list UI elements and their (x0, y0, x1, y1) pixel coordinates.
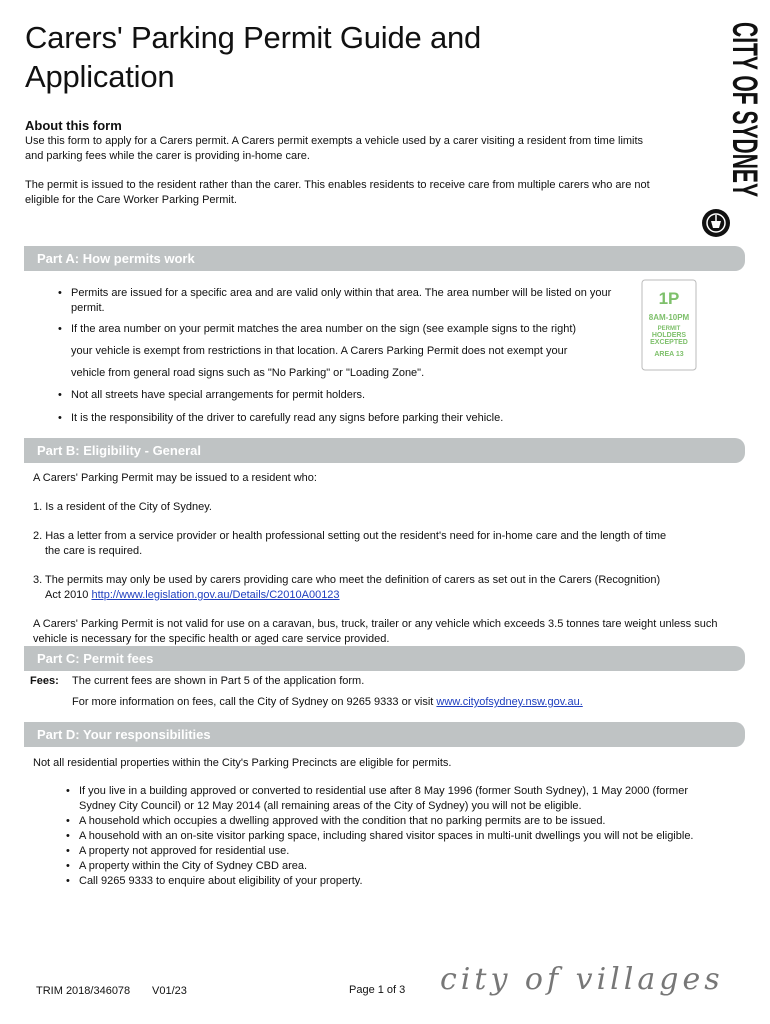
list-item: • A household which occupies a dwelling approved with the condition that no parking permits are to be issued. (66, 814, 726, 829)
part-d-list (66, 784, 726, 889)
about-paragraph-1: Use this form to apply for a Carers permit. A Carers permit exempts a vehicle used by a carer visiting a resident from time limits and parking fees while the carer is providing in-home care. (25, 135, 644, 162)
page-title: Carers' Parking Permit Guide and Application (25, 20, 482, 94)
part-b-heading: Part B: Eligibility - General (24, 438, 745, 463)
sign-line-2: HOLDERS (651, 332, 687, 339)
list-item: • Not all streets have special arrangements for permit holders. (58, 388, 643, 403)
list-item: • It is the responsibility of the driver to carefully read any signs before parking their vehicle. (58, 411, 643, 426)
part-d-intro: Not all residential properties within the City's Parking Precincts are eligible for permits. (33, 757, 452, 769)
eligibility-item-1: 1. Is a resident of the City of Sydney. (33, 501, 212, 513)
sign-line-3: EXCEPTED (650, 339, 688, 346)
trim-number: TRIM 2018/346078 (36, 985, 131, 997)
eligibility-item-3-cont: Act 2010 http://www.legislation.gov.au/Details/C2010A00123 (45, 589, 340, 601)
city-website-link[interactable]: www.cityofsydney.nsw.gov.au. (436, 696, 583, 708)
part-c-heading: Part C: Permit fees (24, 646, 745, 671)
list-item: • A property within the City of Sydney CBD area. (66, 859, 726, 874)
part-a-heading: Part A: How permits work (24, 246, 745, 271)
fees-label: Fees: (30, 675, 59, 687)
fees-line-1: The current fees are shown in Part 5 of the application form. (72, 675, 365, 687)
eligibility-item-2-cont: the care is required. (45, 545, 143, 557)
sign-line-1: PERMIT (657, 326, 681, 332)
city-of-sydney-logo (690, 18, 764, 314)
part-a-continuation-1: your vehicle is exempt from restrictions in that location. A Carers Parking Permit does not exempt your (71, 345, 568, 357)
sydney-crest-icon (702, 209, 730, 237)
example-parking-sign (641, 279, 697, 371)
part-d-heading: Part D: Your responsibilities (24, 722, 745, 747)
eligibility-item-2: 2. Has a letter from a service provider or health professional setting out the resident's need for in-home care and the length of time (33, 530, 667, 542)
part-a-list-2 (58, 388, 643, 426)
list-item: • Call 9265 9333 to enquire about eligibility of your property. (66, 874, 726, 889)
sign-hours: 8AM-10PM (648, 313, 690, 322)
list-item: • A property not approved for residential use. (66, 844, 726, 859)
part-a-list (58, 286, 643, 344)
part-a-continuation-2: vehicle from general road signs such as "No Parking" or "Loading Zone". (71, 367, 425, 379)
fees-line-2: For more information on fees, call the City of Sydney on 9265 9333 or visit www.cityofsydney.nsw.gov.au. (72, 696, 583, 708)
list-item: • If the area number on your permit matches the area number on the sign (see example signs to the right) (58, 322, 643, 337)
about-paragraph-2: The permit is issued to the resident rather than the carer. This enables residents to receive care from multiple carers who are not eligible for the Care Worker Parking Permit. (25, 179, 650, 206)
list-item: • Permits are issued for a specific area and are valid only within that area. The area number will be listed on your permit. (58, 286, 643, 316)
part-b-intro: A Carers' Parking Permit may be issued to a resident who: (33, 472, 317, 484)
list-item: • A household with an on-site visitor parking space, including shared visitor spaces in multi-unit dwellings you will not be eligible. (66, 829, 726, 844)
eligibility-item-3: 3. The permits may only be used by carers providing care who meet the definition of carers as set out in the Carers (Recognition) (33, 574, 661, 586)
page-number: Page 1 of 3 (349, 984, 406, 996)
list-item: • If you live in a building approved or converted to residential use after 8 May 1996 (former South Sydney), 1 May 2000 (former Sydney City Council) or 12 May 2014 (all remaining areas of the City of Sydney) you will not be eligible. (66, 784, 726, 814)
sign-area: AREA 13 (654, 351, 684, 358)
about-heading: About this form (25, 118, 122, 133)
sign-limit: 1P (658, 289, 680, 308)
logo-text: CITY OF SYDNEY (725, 22, 764, 314)
city-of-villages-tagline: city of villages (440, 962, 724, 997)
part-b-note: A Carers' Parking Permit is not valid for use on a caravan, bus, truck, trailer or any vehicle which exceeds 3.5 tonnes tare weight unless such vehicle is necessary for the specific health or aged care service provided. (33, 618, 718, 645)
version-number: V01/23 (152, 985, 187, 997)
legislation-link[interactable]: http://www.legislation.gov.au/Details/C2010A00123 (91, 589, 340, 601)
